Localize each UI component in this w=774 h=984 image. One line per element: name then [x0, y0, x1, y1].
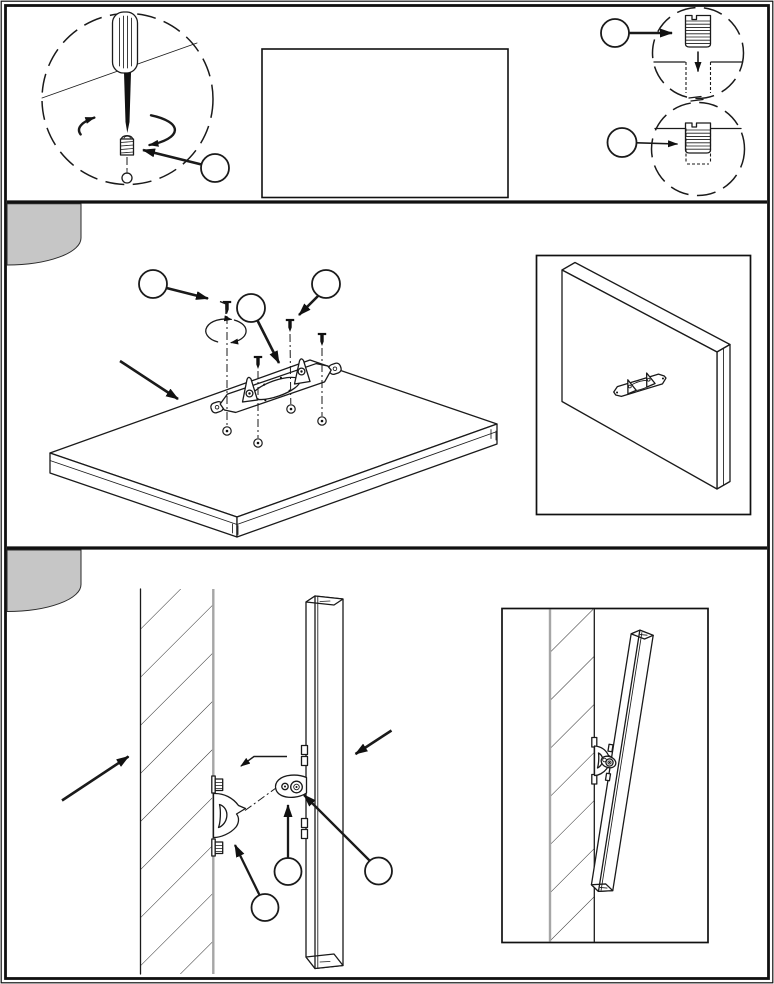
hook-alignment-line — [245, 788, 276, 811]
callout-circle-pivot-screw — [365, 858, 392, 885]
wall-hatch — [141, 589, 214, 974]
threaded-insert-icon — [121, 136, 134, 155]
rotate-arrow-left — [79, 118, 94, 135]
callout-circle-hook — [252, 894, 279, 921]
pilot-hole-icon — [122, 173, 132, 183]
section-attach-bracket — [7, 204, 751, 537]
callout-circle-insert-upper — [601, 19, 629, 47]
callout-circle-screw — [139, 270, 167, 298]
tv-side-view — [302, 596, 344, 969]
callout-circle-insert — [201, 154, 229, 182]
tv-pointer-arrow — [120, 361, 178, 399]
wall-hook-plate — [214, 793, 246, 837]
rotate-arrow-right — [150, 115, 175, 145]
callout-circle-flange — [275, 858, 302, 885]
tv-pivot-flange — [276, 775, 307, 797]
tv-pointer-arrow — [356, 731, 392, 755]
wall-pointer-arrow — [62, 757, 129, 801]
step-tab — [7, 204, 81, 265]
inset-wall-hatch — [550, 610, 595, 942]
screwdriver-icon — [113, 12, 138, 133]
step-tab — [7, 550, 81, 612]
callout-arrow — [637, 143, 677, 144]
callout-circle-screw2 — [312, 270, 340, 298]
inset-tilted-tv — [502, 609, 708, 943]
section-mount-to-wall — [7, 550, 708, 974]
break-tick — [691, 100, 703, 102]
detail-insert-into-hole — [601, 8, 745, 196]
inset-tv-back-view — [537, 256, 751, 515]
insert-above-hole — [654, 16, 742, 94]
detail-circle-screwdriver — [42, 12, 229, 185]
screw-rotation-arrows — [206, 319, 246, 343]
wall — [141, 589, 214, 974]
callout-circle-plate — [237, 294, 265, 322]
callout-arrow — [143, 150, 202, 165]
callout-circle-insert-lower — [608, 128, 637, 157]
gap-leader-arrow — [241, 757, 287, 767]
note-box — [262, 49, 508, 198]
section-insert-detail — [42, 8, 745, 198]
